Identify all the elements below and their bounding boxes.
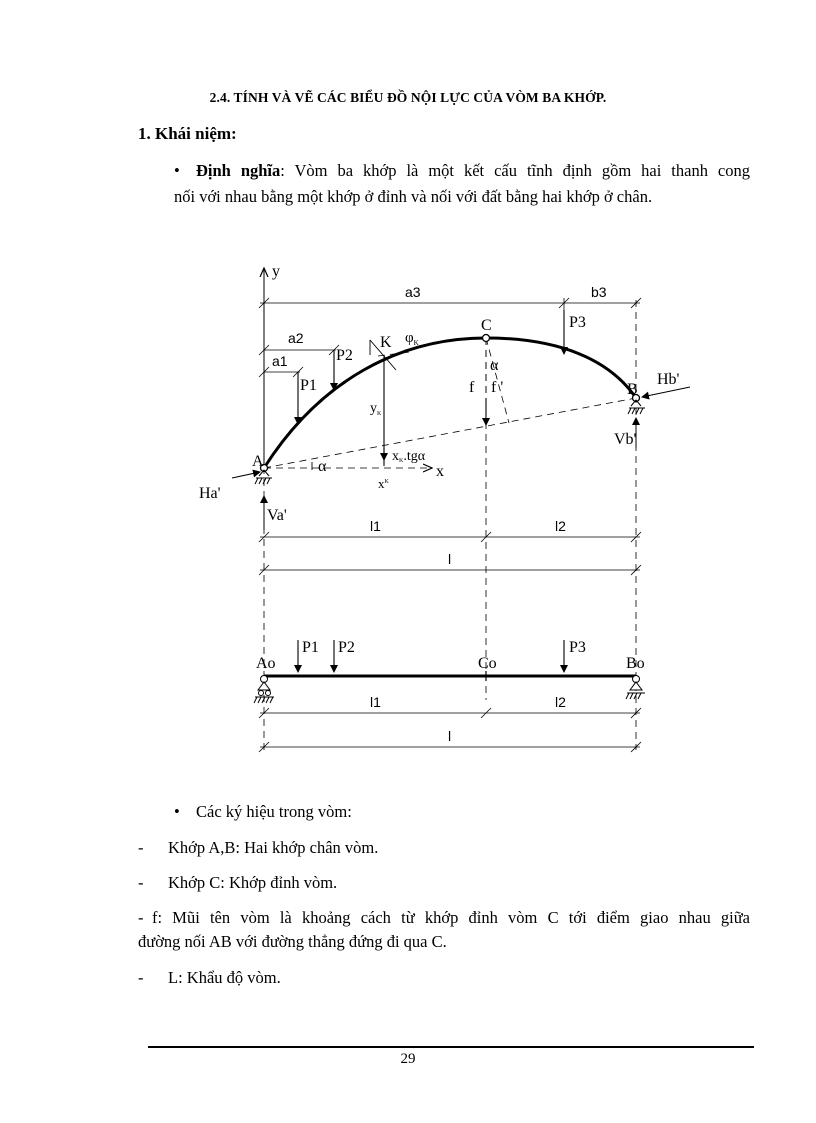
symbols-intro (174, 802, 352, 822)
label-k: K (380, 334, 392, 351)
dim-label-a2: a2 (288, 330, 304, 346)
list-item-text: Khớp C: Khớp đỉnh vòm. (168, 873, 338, 892)
label-hb: Hb' (657, 371, 680, 388)
beam-label-co: Co (478, 655, 497, 672)
label-p2: P2 (336, 347, 353, 364)
reaction-hb-arrow (642, 387, 690, 397)
definition-line-2: nối với nhau bằng một khớp ở đỉnh và nối với đất bằng hai khớp ở chân. (174, 187, 653, 206)
arch-curve (264, 338, 636, 468)
label-f-prime: f ' (491, 379, 504, 396)
reaction-ha-arrow (232, 472, 260, 478)
label-p3: P3 (569, 314, 586, 331)
beam-support-left (254, 676, 274, 704)
section-heading: 2.4. TÍNH VÀ VẼ CÁC BIỂU ĐỒ NỘI LỰC CỦA VÒM BA KHỚP. (209, 90, 607, 105)
definition-term: Định nghĩa (196, 161, 281, 180)
beam-label-ao: Ao (256, 655, 276, 672)
label-xk: $x^K$ (378, 476, 389, 491)
beam-dim-label-l1: l1 (370, 694, 381, 710)
label-yk: $y_K$ (370, 401, 382, 417)
list-item-text: L: Khẩu độ vòm. (168, 968, 281, 987)
footer-divider (148, 1046, 754, 1048)
list-item-text: f: Mũi tên vòm là khoảng cách từ khớp đỉnh vòm C tới điểm giao nhau giữa (152, 908, 750, 927)
y-axis-label: y (272, 263, 280, 280)
label-p1: P1 (300, 377, 317, 394)
list-item: - Khớp C: Khớp đỉnh vòm. (138, 873, 338, 892)
page-number: 29 (400, 1051, 416, 1067)
beam-label-p3: P3 (569, 639, 586, 656)
beam-dim-label-l2: l2 (555, 694, 566, 710)
label-alpha-c: α (490, 357, 499, 374)
x-axis-label: x (436, 463, 444, 480)
list-item-text-cont: đường nối AB với đường thẳng đứng đi qua C. (138, 932, 447, 951)
dim-label-l: l (448, 551, 452, 567)
definition-text: : Vòm ba khớp là một kết cấu tĩnh định gồm hai thanh cong (280, 161, 750, 180)
beam-support-right (626, 676, 645, 700)
subheading: 1. Khái niệm: (138, 124, 237, 143)
list-item-text: Khớp A,B: Hai khớp chân vòm. (168, 838, 379, 857)
label-f: f (469, 379, 475, 396)
beam-label-p1: P1 (302, 639, 319, 656)
dim-label-a1: a1 (272, 353, 288, 369)
label-b: B (627, 381, 638, 398)
symbols-intro-text: Các ký hiệu trong vòm: (196, 802, 352, 821)
hinge-c (483, 335, 490, 342)
dim-label-b3: b3 (591, 284, 607, 300)
dim-label-a3: a3 (405, 284, 421, 300)
list-item: - Khớp A,B: Hai khớp chân vòm. (138, 838, 379, 857)
label-a: A (252, 453, 264, 470)
beam-label-p2: P2 (338, 639, 355, 656)
label-vb: Vb' (614, 431, 637, 448)
label-phi-k: $\varphi_K$ (405, 330, 419, 347)
beam-dim-label-l: l (448, 728, 452, 744)
label-xk-tga: xK.tgα (392, 449, 426, 464)
bullet-icon: • (174, 161, 180, 180)
label-ha: Ha' (199, 485, 221, 502)
beam-label-bo: Bo (626, 655, 645, 672)
label-c: C (481, 317, 492, 334)
list-item: - f: Mũi tên vòm là khoảng cách từ khớp đỉnh vòm C tới điểm giao nhau giữa đường nối AB với đường thẳng đứng đi qua C. (138, 906, 750, 954)
list-item: - L: Khẩu độ vòm. (138, 968, 281, 987)
dim-label-l1: l1 (370, 518, 381, 534)
label-va: Va' (267, 507, 287, 524)
label-alpha-a: α (318, 458, 327, 475)
dim-label-l2: l2 (555, 518, 566, 534)
bullet-icon: • (174, 802, 180, 821)
